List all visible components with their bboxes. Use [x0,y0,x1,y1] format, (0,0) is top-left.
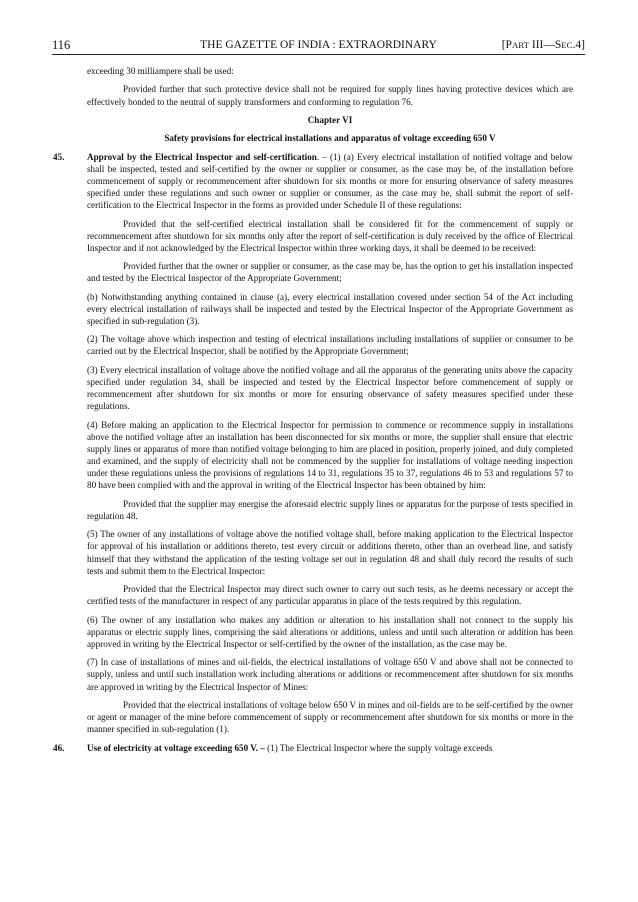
clause-paragraph: (3) Every electrical installation of voltage above the notified voltage and all the apparatus of the generating units above the capacity specified under regulation 34, shall be inspected and tested by the Electrical Inspector before commencement of supply or recommencement after shutdown for six months or more for ensuring observance of safety measures specified under these regulations. [87,364,573,412]
section-number: 45. [53,151,65,162]
page-body [53,65,573,760]
clause-paragraph: (2) The voltage above which inspection and testing of electrical installations including installations of supplier or consumer to be carried out by the Electrical Inspector, shall be notified by the Appropriate Government; [87,334,573,357]
gazette-title: THE GAZETTE OF INDIA : EXTRAORDINARY [200,39,437,51]
section-heading: Use of electricity at voltage exceeding 650 V. – [87,742,265,753]
paragraph: exceeding 30 milliampere shall be used: [87,66,234,76]
clause-paragraph: (7) In case of installations of mines and oil-fields, the electrical installations of voltage 650 V and above shall not be connected to supply, unless and until such installation work including alterations or additions or recommencement after shutdown for six months are approved in writing by the Electrical Inspector of Mines: [87,657,573,692]
clause-paragraph: (6) The owner of any installation who makes any addition or alteration to his installation shall not connect to the supply his apparatus or electric supply lines, comprising the said alterations or additions, unless and until such alteration or addition has been approved in writing by the Electrical Inspector or self-certified by the owner of the installation, as the case may be. [87,614,573,649]
section-text: . – (1) (a) Every electrical installation of notified voltage and below shall be inspected, tested and self-certified by the owner or supplier or consumer, as the case may be, of the installation before commencement of supply or recommencement after shutdown for six months or more for ensuring observance of safety measures specified under these regulations and such owner or supplier or consumer, as the case may be, shall submit the report of self-certification to the Electrical Inspector in the forms as provided under Schedule II of these regulations: [87,151,573,211]
section-heading: Approval by the Electrical Inspector and self-certification [87,151,317,162]
proviso-paragraph: Provided that the Electrical Inspector may direct such owner to carry out such tests, as he deems necessary or accept the certified tests of the manufacturer in respect of any particular apparatus in place of the tests required by this regulation. [87,584,573,607]
page-header [52,38,585,55]
proviso-paragraph: Provided further that such protective device shall not be required for supply lines having protective devices which are effectively bonded to the neutral of supply transformers and conforming to regulation 76. [87,84,573,107]
section-45 [53,151,573,212]
chapter-heading: Chapter VI [307,114,353,125]
chapter-title: Safety provisions for electrical installations and apparatus of voltage exceeding 650 V [164,133,496,144]
section-text: (1) The Electrical Inspector where the supply voltage exceeds [264,742,493,753]
proviso-paragraph: Provided that the electrical installations of voltage below 650 V in mines and oil-fields are to be self-certified by the owner or agent or manager of the mine before commencement of supply or recommencement after shutdown for six months or more in the manner specified in sub-regulation (1). [87,699,573,735]
proviso-paragraph: Provided that the self-certified electrical installation shall be considered fit for the commencement of supply or recommencement after shutdown for six months only after the report of self-certification is duly received by the office of Electrical Inspector and if not acknowledged by the Electrical Inspector within three working days, it shall be deemed to be received: [87,218,573,253]
section-number: 46. [53,742,65,753]
proviso-paragraph: Provided that the supplier may energise the aforesaid electric supply lines or apparatus for the purpose of tests specified in regulation 48. [87,498,573,521]
page-number: 116 [52,38,71,52]
section-46 [53,742,573,754]
proviso-paragraph: Provided further that the owner or supplier or consumer, as the case may be, has the option to get his installation inspected and tested by the Electrical Inspector of the Appropriate Government; [87,261,573,284]
clause-paragraph: (4) Before making an application to the Electrical Inspector for permission to commence or recommence supply in installations above the notified voltage after an installation has been disconnected for six months or more, the supplier shall ensure that electric supply lines or apparatus of more than notified voltage belonging to him are placed in position, properly joined, and duly completed and examined, and the supply of electricity shall not be commenced by the supplier for installations of voltage needing inspection under these regulations unless the provisions of regulations 14 to 31, regulations 35 to 37, regulations 46 to 53 and regulations 57 to 80 have been complied with and the approval in writing of the Electrical Inspector has been obtained by him: [87,419,573,491]
clause-paragraph: (b) Notwithstanding anything contained in clause (a), every electrical installation covered under section 54 of the Act including every electrical installation of railways shall be inspected and tested by the Electrical Inspector of the Appropriate Government as specified in sub-regulation (3). [87,291,573,326]
clause-paragraph: (5) The owner of any installations of voltage above the notified voltage shall, before making application to the Electrical Inspector for approval of his installation or additions thereto, test every circuit or additions thereto, other than an overhead line, and satisfy himself that they withstand the application of the testing voltage set out in regulation 48 and shall duly record the results of such tests and submit them to the Electrical Inspector: [87,529,573,576]
part-section-label: [PART III—SEC.4] [501,39,585,51]
